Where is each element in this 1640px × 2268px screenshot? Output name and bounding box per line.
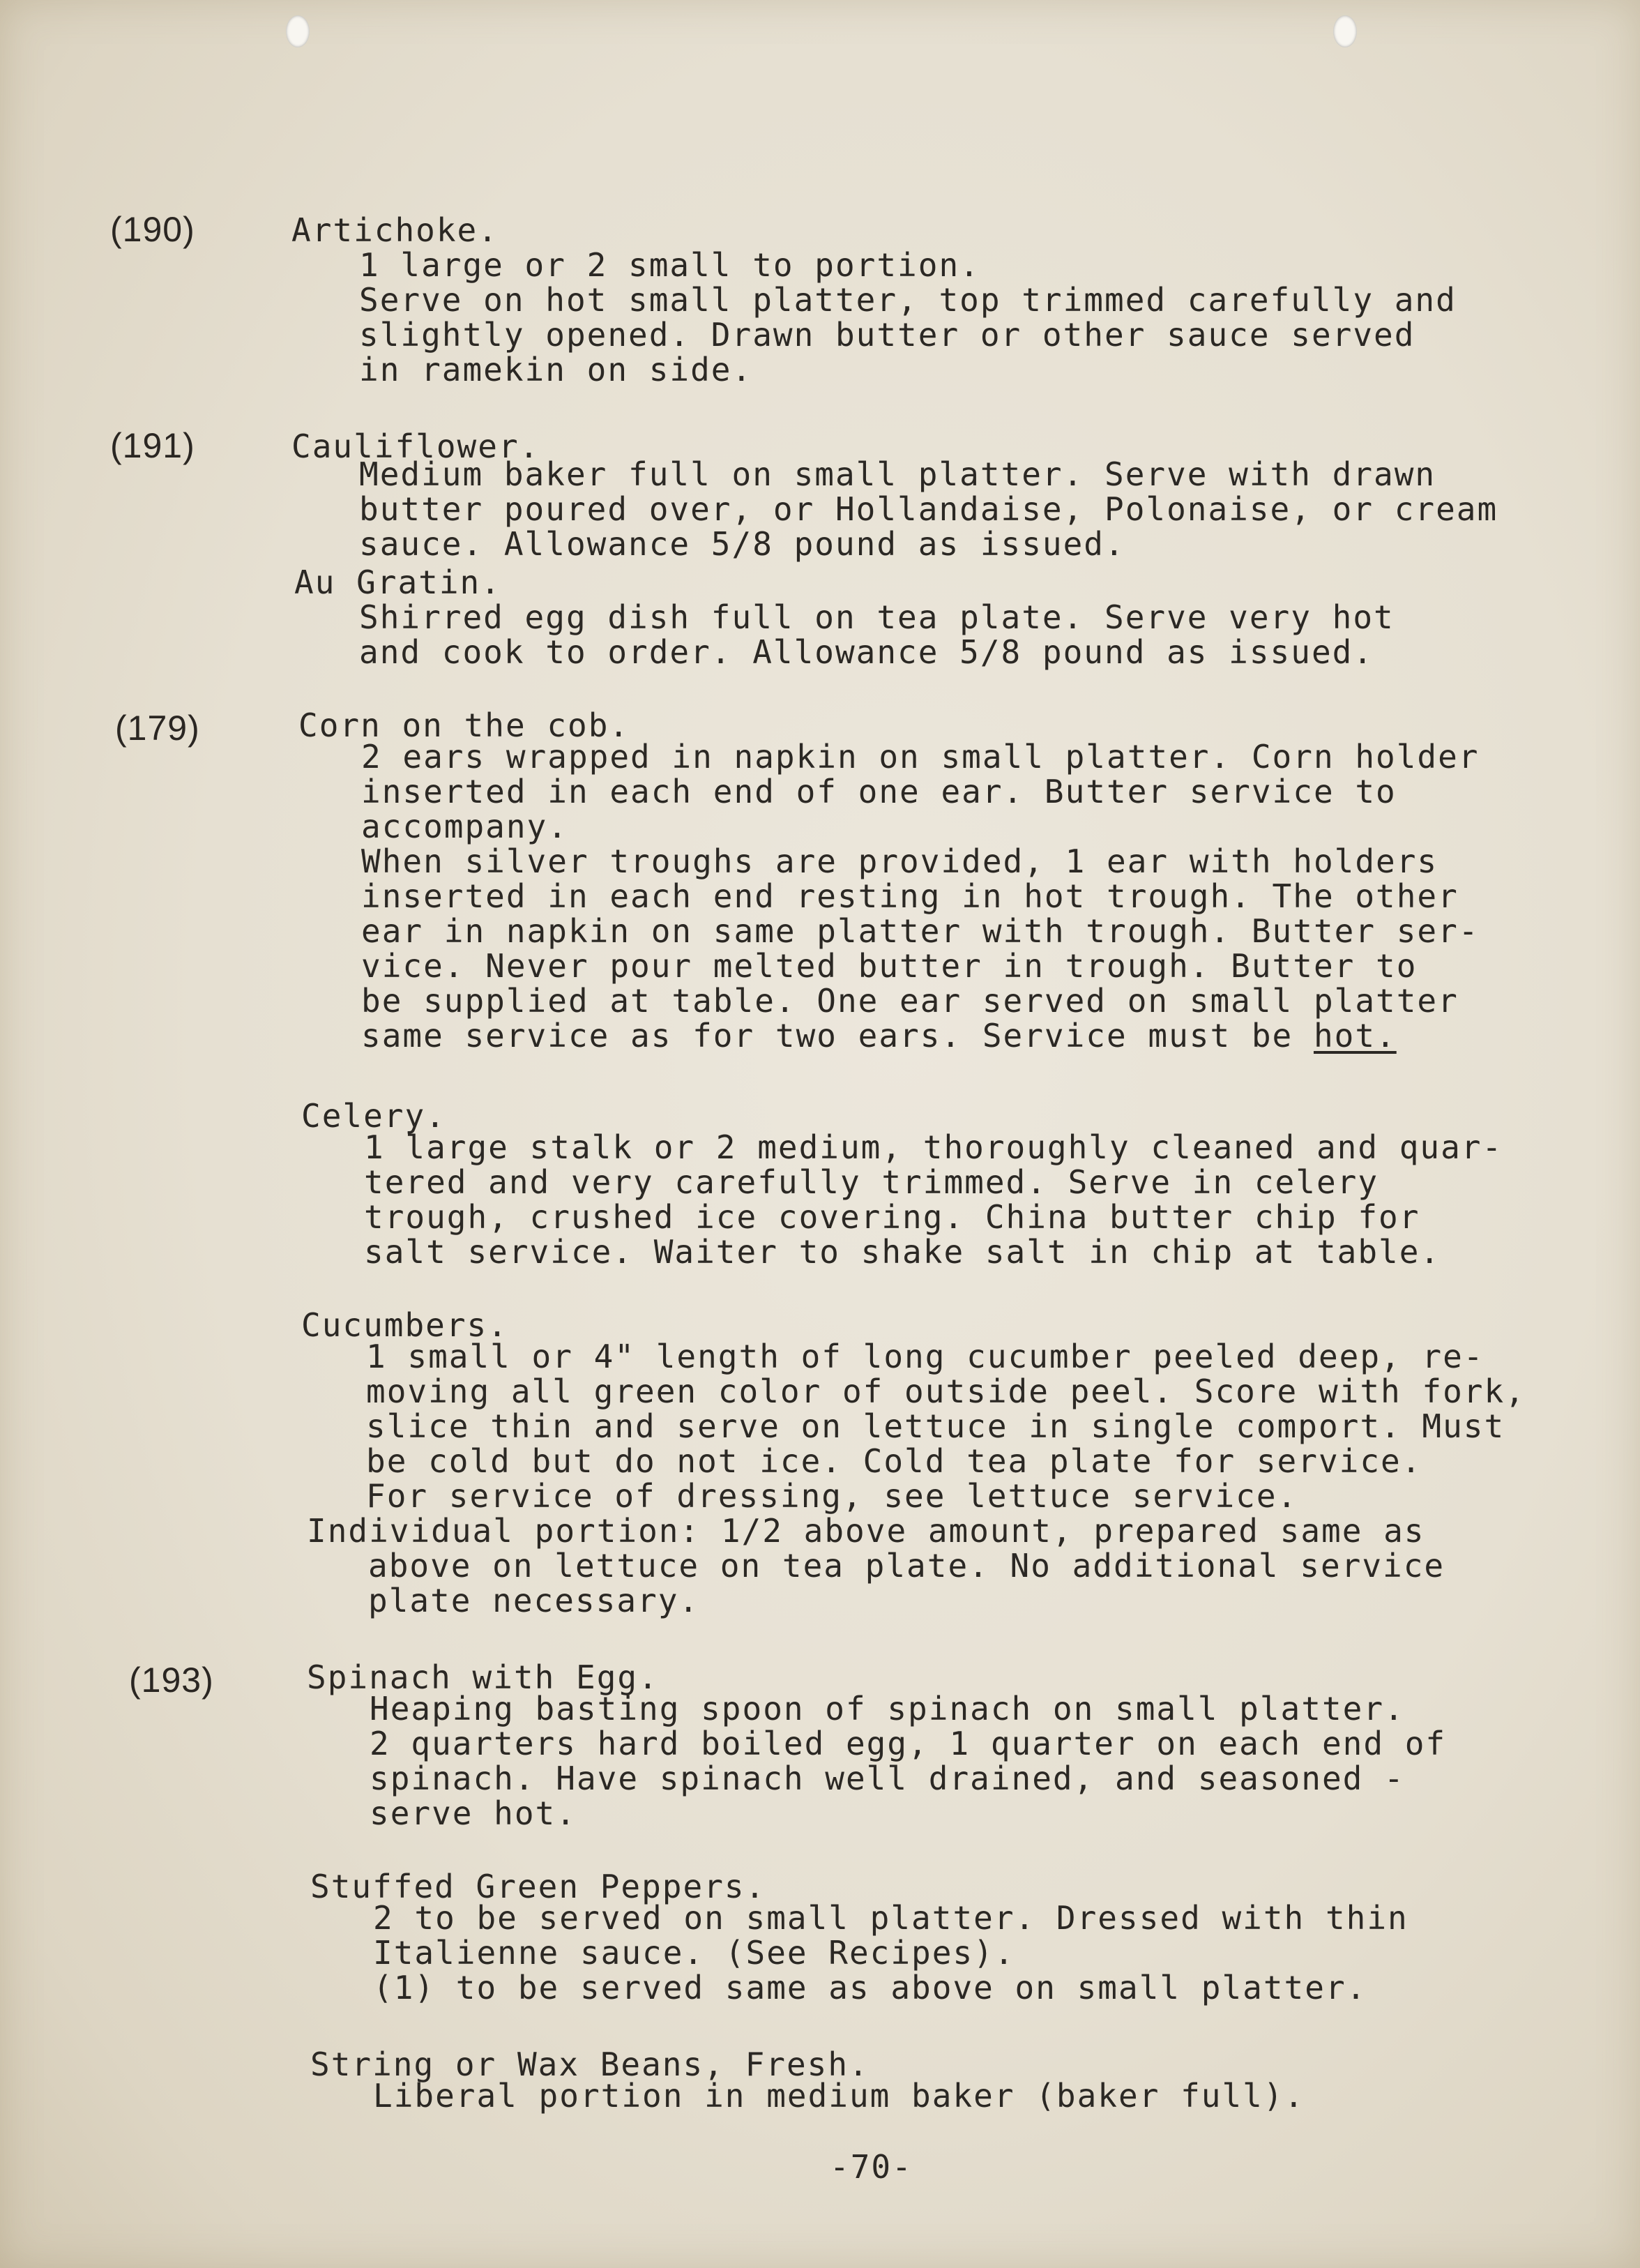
item-text-line: serve hot. <box>370 1794 577 1832</box>
item-title-stuffed-peppers: Stuffed Green Peppers. <box>310 1868 766 1905</box>
item-text-line <box>361 1018 1397 1053</box>
item-text-line: trough, crushed ice covering. China butter chip for <box>364 1198 1420 1236</box>
item-text-line: 2 to be served on small platter. Dressed with thin <box>373 1899 1409 1937</box>
item-text-line: 1 large or 2 small to portion. <box>359 246 980 284</box>
item-text-line: For service of dressing, see lettuce service. <box>366 1477 1298 1515</box>
item-text-line: vice. Never pour melted butter in trough. Butter to <box>361 947 1418 985</box>
item-subtitle-au-gratin: Au Gratin. <box>294 564 501 601</box>
punch-hole <box>286 15 310 47</box>
item-text-line: salt service. Waiter to shake salt in chip at table. <box>364 1233 1441 1271</box>
page-number: -70- <box>830 2148 913 2186</box>
item-text-line: Heaping basting spoon of spinach on small platter. <box>370 1690 1405 1728</box>
item-text-line: accompany. <box>361 808 568 845</box>
item-text-line: be supplied at table. One ear served on small platter <box>361 982 1459 1020</box>
item-text-line: spinach. Have spinach well drained, and seasoned - <box>370 1760 1405 1797</box>
item-text-line: above on lettuce on tea plate. No additional service <box>368 1547 1445 1585</box>
item-text-line: plate necessary. <box>368 1582 700 1619</box>
recipe-number: (191) <box>110 426 195 465</box>
item-text-line: Serve on hot small platter, top trimmed carefully and <box>359 281 1457 319</box>
item-text-line: Italienne sauce. (See Recipes). <box>373 1934 1015 1972</box>
recipe-number: (179) <box>115 709 200 748</box>
item-title-corn: Corn on the cob. <box>298 706 630 744</box>
item-text-line: Liberal portion in medium baker (baker full). <box>373 2077 1305 2115</box>
item-text-line: ear in napkin on same platter with trough. Butter ser- <box>361 912 1480 950</box>
item-text-line: in ramekin on side. <box>359 351 753 388</box>
item-text-line: 2 ears wrapped in napkin on small platter. Corn holder <box>361 738 1480 776</box>
item-title-artichoke: Artichoke. <box>291 211 499 249</box>
item-text-line: inserted in each end of one ear. Butter service to <box>361 773 1397 810</box>
item-title-beans: String or Wax Beans, Fresh. <box>310 2046 870 2083</box>
item-text: same service as for two ears. Service must be <box>361 1017 1314 1054</box>
item-text-line: tered and very carefully trimmed. Serve in celery <box>364 1163 1379 1201</box>
item-text-line: Medium baker full on small platter. Serve with drawn <box>359 455 1436 493</box>
recipe-number: (193) <box>129 1661 214 1700</box>
item-title-cauliflower: Cauliflower. <box>291 428 540 465</box>
item-text-line: 2 quarters hard boiled egg, 1 quarter on each end of <box>370 1725 1447 1762</box>
item-text-line: and cook to order. Allowance 5/8 pound as issued. <box>359 633 1374 671</box>
item-text-line: be cold but do not ice. Cold tea plate for service. <box>366 1442 1422 1480</box>
item-title-spinach: Spinach with Egg. <box>307 1658 659 1696</box>
item-text-line: (1) to be served same as above on small platter. <box>373 1969 1367 2006</box>
recipe-number: (190) <box>110 210 195 249</box>
item-text-line: butter poured over, or Hollandaise, Polonaise, or cream <box>359 490 1498 528</box>
item-text-line: 1 large stalk or 2 medium, thoroughly cleaned and quar- <box>364 1128 1503 1166</box>
item-title-celery: Celery. <box>301 1097 446 1135</box>
individual-portion-line: Individual portion: 1/2 above amount, prepared same as <box>307 1512 1425 1550</box>
punch-hole <box>1333 15 1357 47</box>
item-text-line: sauce. Allowance 5/8 pound as issued. <box>359 525 1125 563</box>
item-text-line: Shirred egg dish full on tea plate. Serve very hot <box>359 598 1395 636</box>
emphasis-text: hot. <box>1313 1017 1397 1054</box>
item-text-line: 1 small or 4" length of long cucumber peeled deep, re- <box>366 1338 1485 1375</box>
item-text-line: slice thin and serve on lettuce in single comport. Must <box>366 1407 1505 1445</box>
item-text-line: slightly opened. Drawn butter or other sauce served <box>359 316 1415 354</box>
item-text-line: When silver troughs are provided, 1 ear with holders <box>361 842 1438 880</box>
item-title-cucumbers: Cucumbers. <box>301 1306 508 1344</box>
item-text-line: moving all green color of outside peel. Score with fork, <box>366 1373 1526 1410</box>
item-text-line: inserted in each end resting in hot trough. The other <box>361 877 1459 915</box>
